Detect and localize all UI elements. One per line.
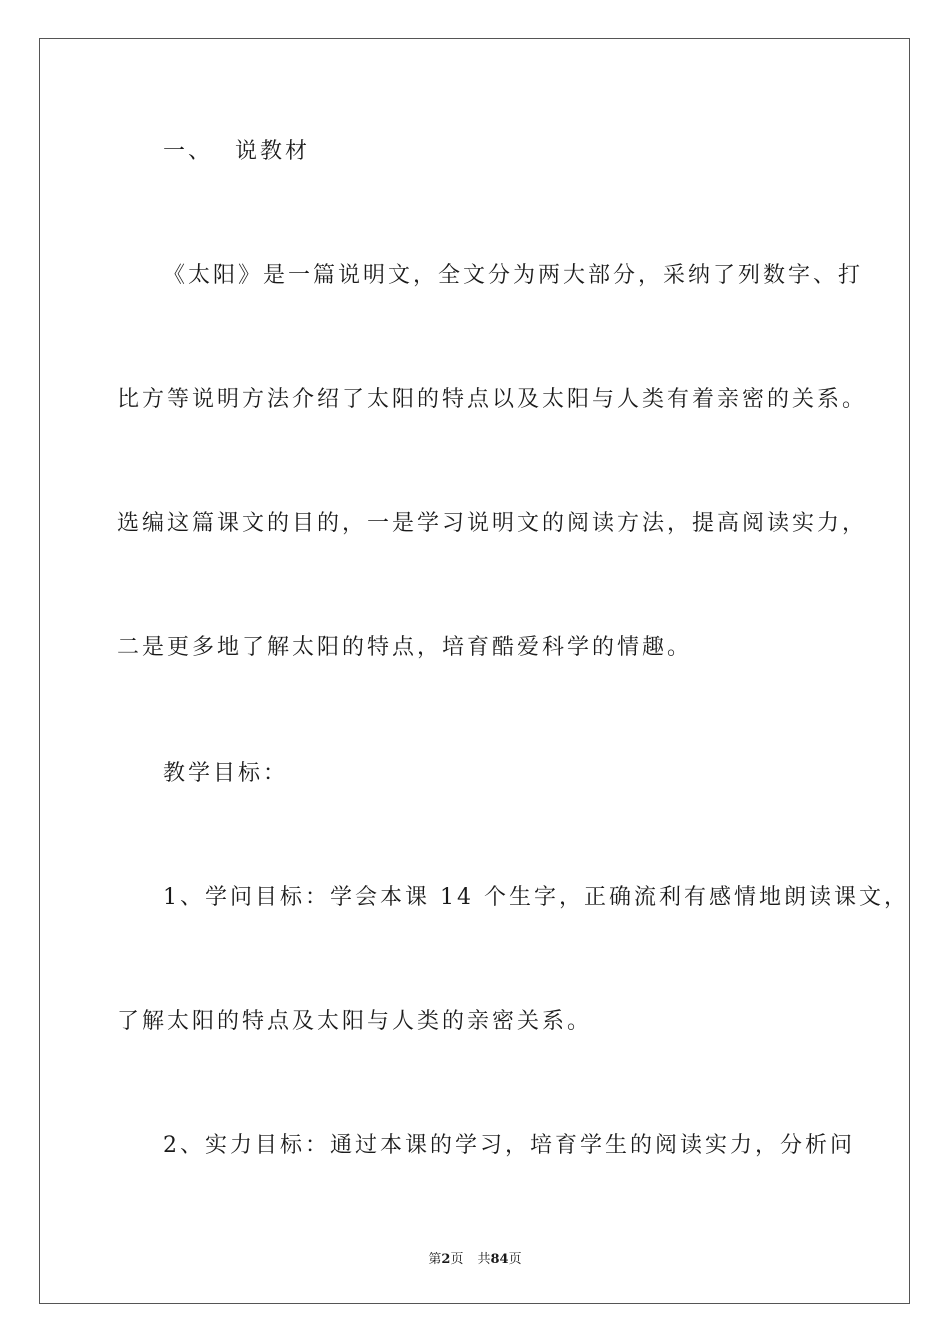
paragraph-line: 二是更多地了解太阳的特点，培育酷爱科学的情趣。 — [117, 635, 693, 660]
page-number: 2 — [441, 1252, 451, 1267]
paragraph-line: 1、学问目标：学会本课 14 个生字，正确流利有感情地朗读课文， — [163, 885, 909, 910]
paragraph-line: 比方等说明方法介绍了太阳的特点以及太阳与人类有着亲密的关系。 — [117, 387, 868, 412]
section-number: 一、 — [163, 139, 214, 164]
section-title: 说教材 — [235, 139, 311, 164]
paragraph-line: 《太阳》是一篇说明文，全文分为两大部分，采纳了列数字、打 — [163, 263, 864, 288]
section-heading — [163, 138, 310, 166]
page-border — [39, 38, 910, 1304]
page-prefix: 第 — [428, 1252, 442, 1267]
subheading-teaching-goals: 教学目标： — [163, 761, 289, 786]
page-suffix: 页 — [450, 1252, 464, 1267]
page-footer — [0, 1248, 950, 1267]
paragraph-line: 2、实力目标：通过本课的学习，培育学生的阅读实力，分析问 — [163, 1133, 855, 1158]
paragraph-line: 了解太阳的特点及太阳与人类的亲密关系。 — [117, 1009, 593, 1034]
total-suffix: 页 — [508, 1252, 522, 1267]
total-prefix: 共 — [477, 1252, 491, 1267]
total-pages: 84 — [490, 1252, 509, 1267]
paragraph-line: 选编这篇课文的目的，一是学习说明文的阅读方法，提高阅读实力， — [117, 511, 868, 536]
